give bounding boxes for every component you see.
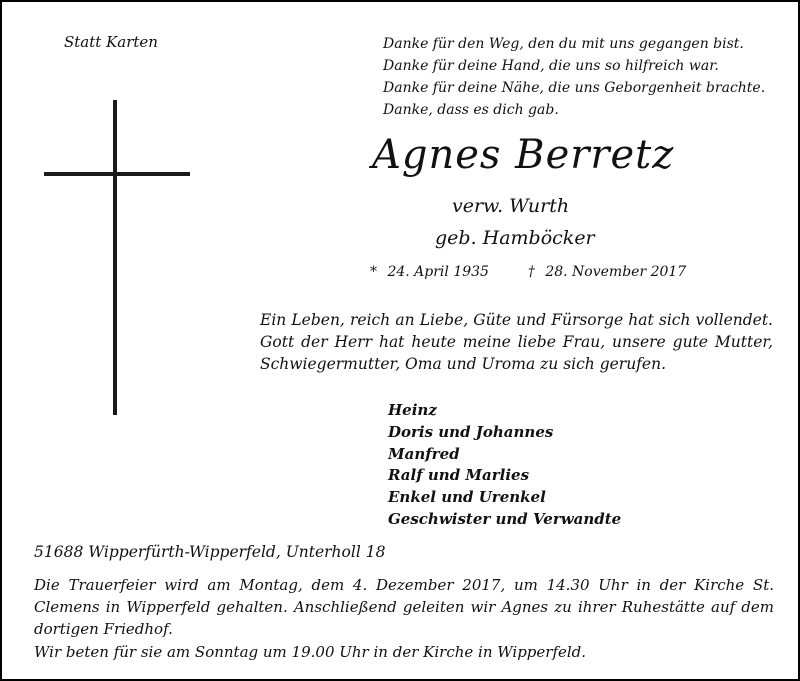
funeral-info: Die Trauerfeier wird am Montag, dem 4. Dezember 2017, um 14.30 Uhr in der Kirche St. Clemens in Wipperfeld gehalten. Anschließend geleiten wir Agnes zu ihrer Ruhestätte auf dem dortigen Friedhof. — [34, 576, 774, 638]
cross-horizontal-bar — [44, 172, 190, 176]
mourner-entry: Enkel und Urenkel — [388, 488, 546, 507]
birth-symbol: * — [370, 264, 377, 280]
verse-line: Danke für deine Hand, die uns so hilfreich war. — [383, 58, 719, 74]
verse-line: Danke für den Weg, den du mit uns gegangen bist. — [383, 36, 744, 52]
mourner-entry: Ralf und Marlies — [388, 466, 530, 485]
mourners-list — [388, 400, 621, 531]
born-name: geb. Hamböcker — [435, 227, 595, 249]
mourner-entry: Manfred — [388, 444, 460, 463]
birth-date: 24. April 1935 — [387, 264, 489, 280]
life-dates — [370, 264, 692, 280]
verse-line: Danke, dass es dich gab. — [383, 102, 559, 118]
prayer-info: Wir beten für sie am Sonntag um 19.00 Uhr in der Kirche in Wipperfeld. — [34, 643, 587, 661]
widowed-name: verw. Wurth — [452, 195, 570, 217]
death-date: 28. November 2017 — [545, 264, 687, 280]
mourner-entry: Heinz — [388, 401, 437, 419]
verse-block — [383, 33, 765, 121]
verse-line: Danke für deine Nähe, die uns Geborgenheit brachte. — [383, 80, 766, 96]
cross-vertical-bar — [113, 100, 117, 415]
deceased-name: Agnes Berretz — [372, 132, 675, 178]
address-line: 51688 Wipperfürth-Wipperfeld, Unterholl 18 — [34, 543, 386, 561]
death-symbol: † — [527, 264, 535, 280]
mourner-entry: Geschwister und Verwandte — [388, 509, 622, 528]
tribute-text: Ein Leben, reich an Liebe, Güte und Fürsorge hat sich vollendet. Gott der Herr hat heute meine liebe Frau, unsere gute Mutter, Schwiegermutter, Oma und Uroma zu sich gerufen. — [260, 311, 773, 373]
mourner-entry: Doris und Johannes — [388, 422, 554, 441]
statt-karten-label: Statt Karten — [64, 33, 158, 51]
